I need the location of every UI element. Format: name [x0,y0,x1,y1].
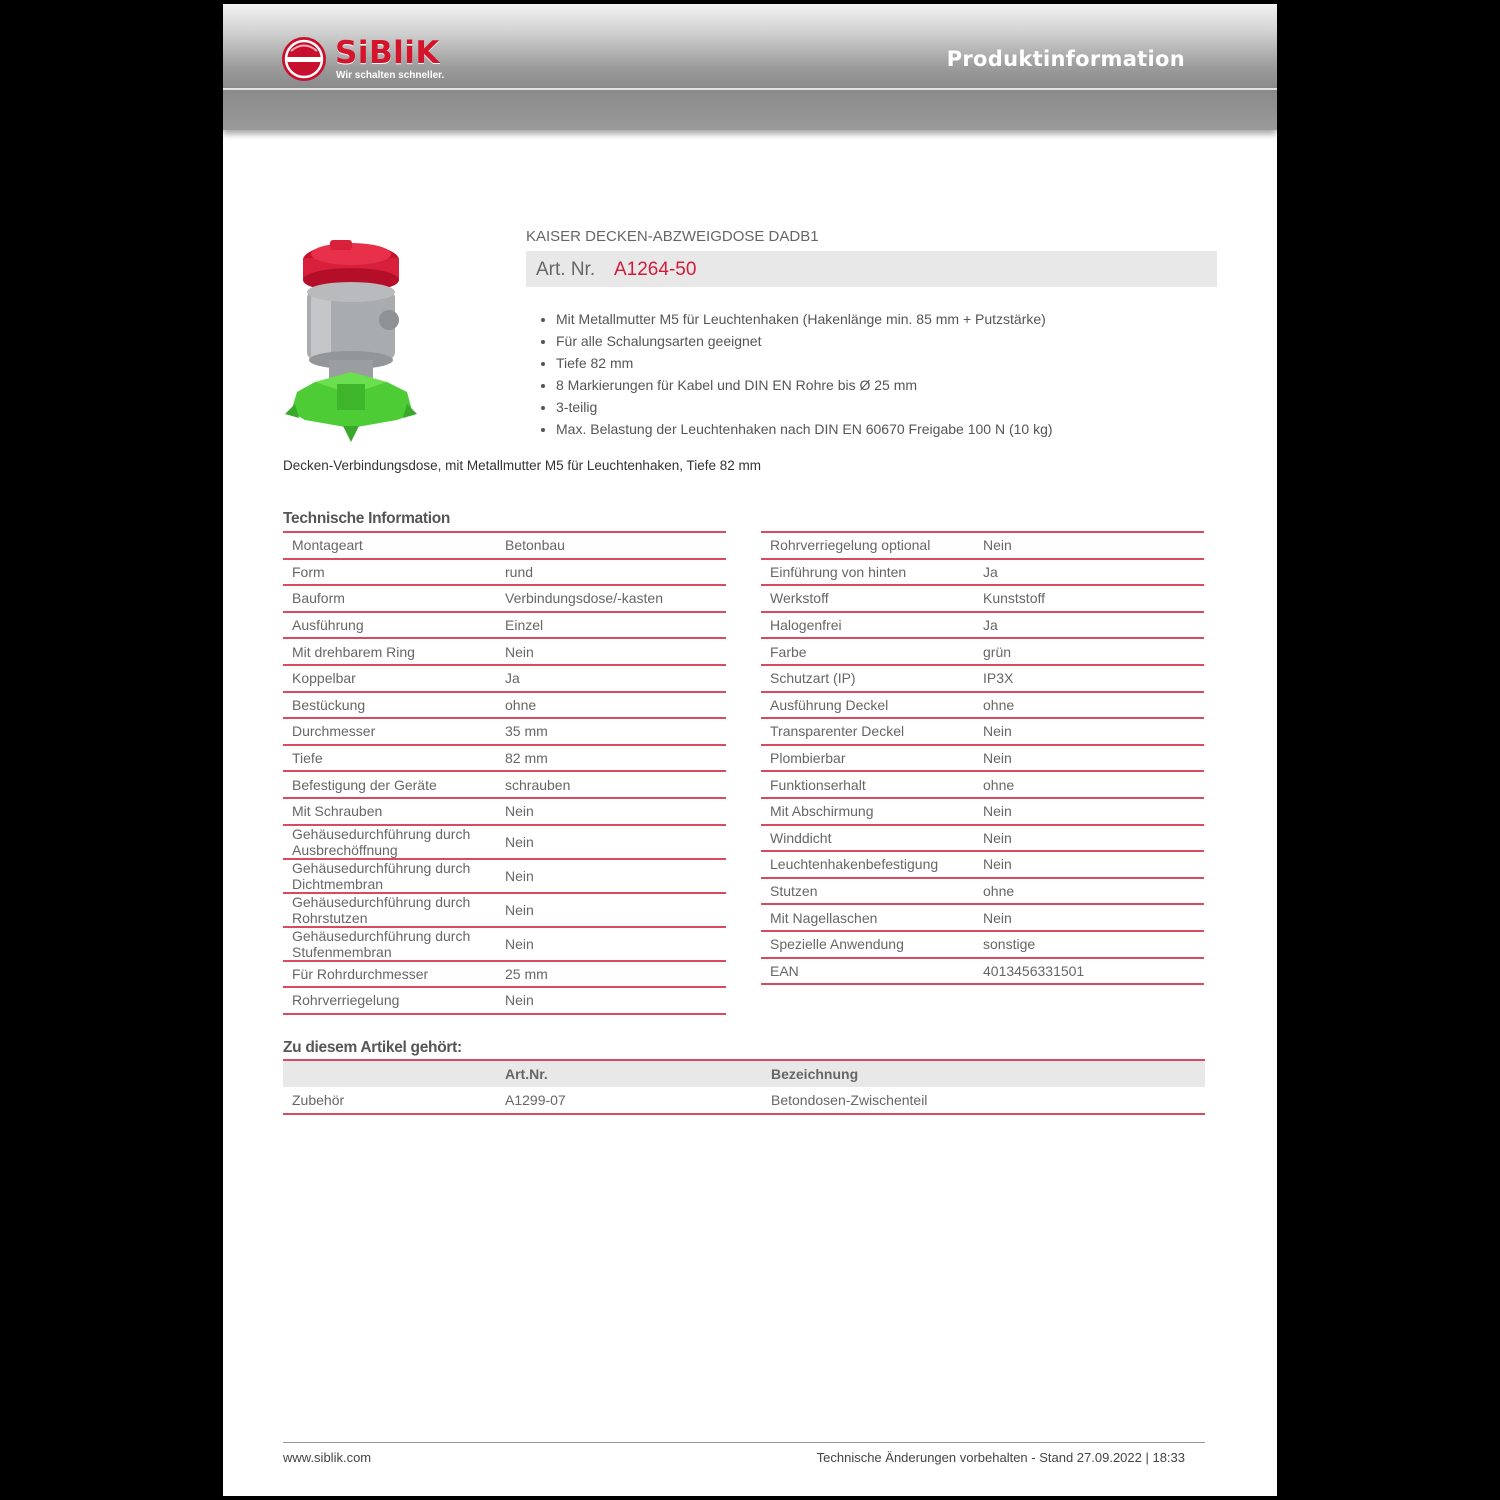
accessories-title: Zu diesem Artikel gehört: [283,1039,462,1056]
table-row [761,665,1204,692]
table-row [761,878,1204,905]
table-row [761,931,1204,958]
spec-key: Mit drehbarem Ring [283,638,496,665]
spec-value: Kunststoff [974,585,1204,612]
accessories-table [283,1059,1205,1115]
tech-info-title: Technische Information [283,510,451,527]
table-row [761,851,1204,878]
table-row [283,927,726,961]
spec-key: Mit Abschirmung [761,798,974,825]
logo-wordmark: SiBliK [335,35,440,71]
spec-value: Ja [974,559,1204,586]
table-row [761,585,1204,612]
spec-value: rund [496,559,726,586]
spec-value: Nein [974,798,1204,825]
spec-key: Werkstoff [761,585,974,612]
table-row [283,893,726,927]
spec-value: ohne [974,771,1204,798]
accessories-header-name: Bezeichnung [762,1060,1205,1087]
spec-key: Gehäusedurchführung durch Dichtmembran [283,859,496,893]
feature-item: • 8 Markierungen für Kabel und DIN EN Rohre bis Ø 25 mm [556,374,1053,396]
spec-key: Befestigung der Geräte [283,771,496,798]
spec-key: Farbe [761,638,974,665]
table-row [283,798,726,825]
spec-key: Stutzen [761,878,974,905]
feature-item: • Für alle Schalungsarten geeignet [556,330,1053,352]
spec-key: Montageart [283,532,496,559]
spec-key: Gehäusedurchführung durch Rohrstutzen [283,893,496,927]
table-row [761,718,1204,745]
table-row [761,825,1204,852]
spec-value: grün [974,638,1204,665]
feature-item: • Mit Metallmutter M5 für Leuchtenhaken (Hakenlänge min. 85 mm + Putzstärke) [556,308,1053,330]
spec-key: Mit Nagellaschen [761,904,974,931]
spec-value: Nein [496,638,726,665]
spec-value: Nein [496,927,726,961]
spec-key: Funktionserhalt [761,771,974,798]
spec-key: Ausführung Deckel [761,692,974,719]
spec-key: Gehäusedurchführung durch Ausbrechöffnung [283,825,496,859]
spec-value: Nein [496,859,726,893]
spec-value: Verbindungsdose/-kasten [496,585,726,612]
feature-item: • 3-teilig [556,396,1053,418]
table-row [761,771,1204,798]
spec-value: 35 mm [496,718,726,745]
footer-divider [283,1442,1205,1443]
table-row [761,745,1204,772]
spec-key: Bestückung [283,692,496,719]
footer-website: www.siblik.com [283,1450,372,1465]
table-row [761,638,1204,665]
table-row [283,961,726,988]
spec-value: Nein [974,532,1204,559]
spec-value: schrauben [496,771,726,798]
table-row [761,532,1204,559]
spec-key: Rohrverriegelung optional [761,532,974,559]
spec-value: Ja [496,665,726,692]
footer-note: Technische Änderungen vorbehalten - Stand 27.09.2022 | 18:33 [816,1450,1185,1465]
datasheet-page [223,4,1277,1496]
table-row [283,1087,1205,1114]
table-row [283,825,726,859]
spec-key: Leuchtenhakenbefestigung [761,851,974,878]
spec-value: Nein [974,904,1204,931]
table-row [283,665,726,692]
spec-value: Nein [974,825,1204,852]
feature-item: • Max. Belastung der Leuchtenhaken nach DIN EN 60670 Freigabe 100 N (10 kg) [556,418,1053,440]
spec-key: Gehäusedurchführung durch Stufenmembran [283,927,496,961]
feature-list [538,308,1053,440]
table-row [761,559,1204,586]
spec-value: ohne [974,692,1204,719]
accessories-header-art: Art.Nr. [496,1060,762,1087]
spec-key: Form [283,559,496,586]
spec-key: Halogenfrei [761,612,974,639]
spec-value: IP3X [974,665,1204,692]
spec-value: Nein [974,851,1204,878]
spec-value: ohne [496,692,726,719]
table-row [283,718,726,745]
table-row [761,798,1204,825]
article-number: A1264-50 [614,259,697,280]
spec-value: 82 mm [496,745,726,772]
table-row [761,958,1204,985]
spec-value: Nein [974,718,1204,745]
article-number-label: Art. Nr. [536,259,596,280]
spec-key: Mit Schrauben [283,798,496,825]
spec-key: Spezielle Anwendung [761,931,974,958]
spec-key: EAN [761,958,974,985]
header-band [223,90,1277,130]
spec-value: Nein [974,745,1204,772]
table-row [283,745,726,772]
table-row [283,532,726,559]
spec-value: Einzel [496,612,726,639]
spec-key: Ausführung [283,612,496,639]
spec-key: Durchmesser [283,718,496,745]
spec-value: Betonbau [496,532,726,559]
spec-value: sonstige [974,931,1204,958]
accessory-art-number: A1299-07 [496,1087,762,1114]
siblik-logo-icon [281,36,327,82]
tech-table-left [283,531,726,1015]
table-row [283,638,726,665]
table-row [283,559,726,586]
tech-table-right [761,531,1204,985]
product-image [285,232,417,444]
table-row [283,859,726,893]
product-description: Decken-Verbindungsdose, mit Metallmutter M5 für Leuchtenhaken, Tiefe 82 mm [283,458,761,473]
table-row [283,987,726,1014]
spec-key: Schutzart (IP) [761,665,974,692]
table-row [761,612,1204,639]
spec-value: Nein [496,893,726,927]
spec-value: ohne [974,878,1204,905]
table-row [283,585,726,612]
spec-key: Tiefe [283,745,496,772]
accessory-type: Zubehör [283,1087,496,1114]
product-name: KAISER DECKEN-ABZWEIGDOSE DADB1 [526,228,819,245]
article-number-bar [526,251,1217,287]
table-row [761,904,1204,931]
spec-key: Bauform [283,585,496,612]
accessory-name: Betondosen-Zwischenteil [762,1087,1205,1114]
spec-value: Ja [974,612,1204,639]
accessories-header-empty [283,1060,496,1087]
spec-key: Winddicht [761,825,974,852]
page-header [223,4,1277,88]
table-row [761,692,1204,719]
spec-value: Nein [496,987,726,1014]
spec-key: Transparenter Deckel [761,718,974,745]
spec-key: Für Rohrdurchmesser [283,961,496,988]
table-row [283,771,726,798]
spec-key: Plombierbar [761,745,974,772]
header-title: Produktinformation [946,47,1185,71]
spec-value: 4013456331501 [974,958,1204,985]
spec-key: Koppelbar [283,665,496,692]
table-row [283,612,726,639]
logo-tagline: Wir schalten schneller. [336,70,445,81]
table-row [283,692,726,719]
spec-key: Rohrverriegelung [283,987,496,1014]
spec-value: Nein [496,798,726,825]
spec-key: Einführung von hinten [761,559,974,586]
spec-value: Nein [496,825,726,859]
accessories-header-row [283,1060,1205,1087]
feature-item: • Tiefe 82 mm [556,352,1053,374]
spec-value: 25 mm [496,961,726,988]
